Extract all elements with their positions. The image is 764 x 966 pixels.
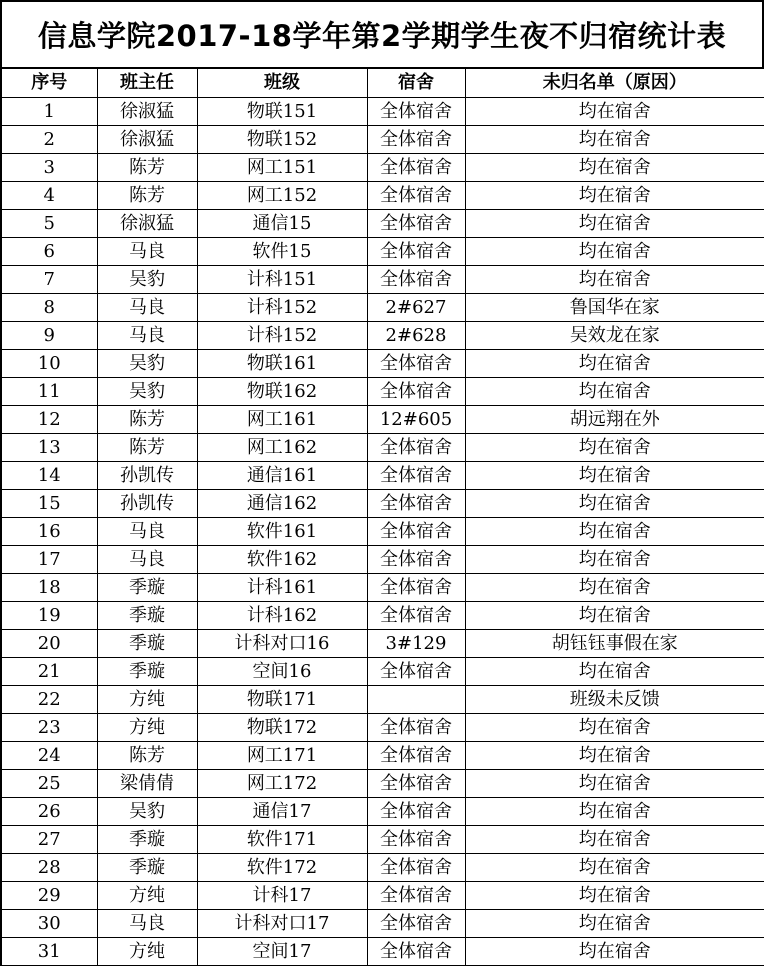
table-row [1,938,764,966]
table-row [1,826,764,854]
cell-class: 网工172 [197,770,367,798]
cell-dormitory: 全体宿舍 [367,182,465,210]
table-row [1,798,764,826]
cell-absent-list: 均在宿舍 [465,490,764,518]
cell-head-teacher: 季璇 [97,854,197,882]
cell-class: 通信162 [197,490,367,518]
dorm-statistics-table [0,68,764,966]
cell-class: 空间16 [197,658,367,686]
cell-head-teacher: 吴豹 [97,350,197,378]
cell-head-teacher: 季璇 [97,658,197,686]
cell-dormitory: 全体宿舍 [367,350,465,378]
cell-absent-list: 均在宿舍 [465,770,764,798]
cell-index: 21 [1,658,97,686]
cell-dormitory: 全体宿舍 [367,658,465,686]
cell-index: 19 [1,602,97,630]
cell-dormitory: 2#627 [367,294,465,322]
cell-index: 10 [1,350,97,378]
cell-head-teacher: 徐淑猛 [97,210,197,238]
cell-absent-list: 均在宿舍 [465,126,764,154]
cell-index: 12 [1,406,97,434]
cell-index: 26 [1,798,97,826]
cell-index: 14 [1,462,97,490]
cell-absent-list: 均在宿舍 [465,938,764,966]
cell-class: 计科151 [197,266,367,294]
cell-index: 4 [1,182,97,210]
table-body [1,98,764,966]
table-row [1,630,764,658]
cell-class: 物联162 [197,378,367,406]
cell-class: 物联161 [197,350,367,378]
cell-class: 网工171 [197,742,367,770]
cell-index: 20 [1,630,97,658]
cell-head-teacher: 徐淑猛 [97,126,197,154]
cell-dormitory: 全体宿舍 [367,98,465,126]
cell-index: 27 [1,826,97,854]
table-row [1,910,764,938]
cell-index: 5 [1,210,97,238]
cell-index: 7 [1,266,97,294]
cell-dormitory: 全体宿舍 [367,238,465,266]
cell-absent-list: 均在宿舍 [465,602,764,630]
cell-absent-list: 吴效龙在家 [465,322,764,350]
table-row [1,854,764,882]
cell-dormitory: 全体宿舍 [367,938,465,966]
cell-head-teacher: 季璇 [97,826,197,854]
table-row [1,462,764,490]
cell-class: 计科152 [197,322,367,350]
cell-dormitory: 全体宿舍 [367,462,465,490]
cell-absent-list: 均在宿舍 [465,350,764,378]
cell-class: 软件161 [197,518,367,546]
table-row [1,350,764,378]
cell-class: 物联152 [197,126,367,154]
cell-index: 15 [1,490,97,518]
cell-class: 网工152 [197,182,367,210]
cell-index: 17 [1,546,97,574]
cell-index: 23 [1,714,97,742]
cell-absent-list: 均在宿舍 [465,98,764,126]
header-row [1,69,764,98]
cell-dormitory: 12#605 [367,406,465,434]
cell-head-teacher: 马良 [97,518,197,546]
cell-head-teacher: 方纯 [97,882,197,910]
cell-index: 18 [1,574,97,602]
cell-index: 30 [1,910,97,938]
cell-class: 计科对口16 [197,630,367,658]
cell-absent-list: 均在宿舍 [465,238,764,266]
cell-index: 28 [1,854,97,882]
table-row [1,238,764,266]
cell-dormitory: 全体宿舍 [367,546,465,574]
cell-absent-list: 均在宿舍 [465,546,764,574]
cell-index: 16 [1,518,97,546]
cell-absent-list: 均在宿舍 [465,742,764,770]
cell-class: 计科161 [197,574,367,602]
cell-dormitory: 3#129 [367,630,465,658]
table-row [1,406,764,434]
cell-dormitory: 全体宿舍 [367,854,465,882]
cell-head-teacher: 陈芳 [97,406,197,434]
cell-head-teacher: 季璇 [97,630,197,658]
cell-class: 网工161 [197,406,367,434]
cell-dormitory: 全体宿舍 [367,602,465,630]
cell-index: 1 [1,98,97,126]
table-row [1,882,764,910]
cell-absent-list: 均在宿舍 [465,854,764,882]
cell-absent-list: 鲁国华在家 [465,294,764,322]
cell-absent-list: 胡远翔在外 [465,406,764,434]
cell-head-teacher: 陈芳 [97,154,197,182]
cell-class: 物联172 [197,714,367,742]
cell-absent-list: 均在宿舍 [465,518,764,546]
cell-head-teacher: 马良 [97,294,197,322]
cell-dormitory: 全体宿舍 [367,126,465,154]
cell-dormitory: 2#628 [367,322,465,350]
cell-index: 24 [1,742,97,770]
header-absent-list: 未归名单（原因） [465,69,764,98]
cell-absent-list: 均在宿舍 [465,434,764,462]
cell-index: 11 [1,378,97,406]
cell-class: 软件171 [197,826,367,854]
cell-absent-list: 均在宿舍 [465,462,764,490]
table-row [1,322,764,350]
header-head-teacher: 班主任 [97,69,197,98]
table-row [1,378,764,406]
cell-head-teacher: 吴豹 [97,266,197,294]
cell-head-teacher: 方纯 [97,938,197,966]
cell-class: 空间17 [197,938,367,966]
cell-dormitory: 全体宿舍 [367,266,465,294]
cell-absent-list: 均在宿舍 [465,882,764,910]
cell-class: 通信15 [197,210,367,238]
cell-absent-list: 均在宿舍 [465,182,764,210]
cell-absent-list: 均在宿舍 [465,798,764,826]
cell-absent-list: 均在宿舍 [465,574,764,602]
cell-index: 25 [1,770,97,798]
header-index: 序号 [1,69,97,98]
header-class: 班级 [197,69,367,98]
cell-index: 9 [1,322,97,350]
cell-head-teacher: 陈芳 [97,434,197,462]
cell-head-teacher: 吴豹 [97,798,197,826]
cell-class: 软件15 [197,238,367,266]
cell-dormitory: 全体宿舍 [367,910,465,938]
cell-dormitory: 全体宿舍 [367,490,465,518]
cell-dormitory: 全体宿舍 [367,826,465,854]
cell-dormitory: 全体宿舍 [367,154,465,182]
table-row [1,770,764,798]
cell-head-teacher: 孙凯传 [97,490,197,518]
cell-class: 软件172 [197,854,367,882]
cell-class: 网工151 [197,154,367,182]
cell-class: 通信17 [197,798,367,826]
cell-head-teacher: 陈芳 [97,182,197,210]
cell-dormitory [367,686,465,714]
cell-class: 网工162 [197,434,367,462]
cell-dormitory: 全体宿舍 [367,378,465,406]
table-row [1,546,764,574]
cell-class: 物联151 [197,98,367,126]
table-row [1,126,764,154]
table-row [1,658,764,686]
cell-head-teacher: 马良 [97,546,197,574]
table-row [1,714,764,742]
cell-head-teacher: 马良 [97,238,197,266]
cell-absent-list: 均在宿舍 [465,210,764,238]
cell-dormitory: 全体宿舍 [367,574,465,602]
cell-index: 6 [1,238,97,266]
cell-absent-list: 胡钰钰事假在家 [465,630,764,658]
cell-absent-list: 均在宿舍 [465,378,764,406]
table-row [1,294,764,322]
cell-class: 通信161 [197,462,367,490]
cell-head-teacher: 季璇 [97,574,197,602]
cell-absent-list: 均在宿舍 [465,910,764,938]
cell-dormitory: 全体宿舍 [367,518,465,546]
cell-head-teacher: 孙凯传 [97,462,197,490]
cell-index: 29 [1,882,97,910]
cell-index: 8 [1,294,97,322]
cell-index: 3 [1,154,97,182]
cell-absent-list: 均在宿舍 [465,826,764,854]
cell-class: 物联171 [197,686,367,714]
cell-head-teacher: 方纯 [97,714,197,742]
table-row [1,434,764,462]
table-row [1,154,764,182]
cell-absent-list: 均在宿舍 [465,154,764,182]
cell-absent-list: 班级未反馈 [465,686,764,714]
cell-head-teacher: 徐淑猛 [97,98,197,126]
table-row [1,574,764,602]
cell-dormitory: 全体宿舍 [367,714,465,742]
cell-dormitory: 全体宿舍 [367,770,465,798]
table-title: 信息学院2017-18学年第2学期学生夜不归宿统计表 [0,0,764,68]
cell-absent-list: 均在宿舍 [465,266,764,294]
cell-class: 计科162 [197,602,367,630]
table-row [1,518,764,546]
cell-dormitory: 全体宿舍 [367,742,465,770]
cell-class: 计科对口17 [197,910,367,938]
cell-head-teacher: 梁倩倩 [97,770,197,798]
cell-head-teacher: 马良 [97,322,197,350]
header-dormitory: 宿舍 [367,69,465,98]
table-row [1,266,764,294]
table-row [1,602,764,630]
cell-index: 22 [1,686,97,714]
cell-head-teacher: 吴豹 [97,378,197,406]
table-row [1,182,764,210]
cell-index: 2 [1,126,97,154]
cell-dormitory: 全体宿舍 [367,434,465,462]
cell-head-teacher: 季璇 [97,602,197,630]
cell-absent-list: 均在宿舍 [465,658,764,686]
cell-class: 软件162 [197,546,367,574]
cell-index: 13 [1,434,97,462]
cell-class: 计科152 [197,294,367,322]
cell-absent-list: 均在宿舍 [465,714,764,742]
cell-class: 计科17 [197,882,367,910]
cell-head-teacher: 方纯 [97,686,197,714]
table-row [1,686,764,714]
table-row [1,98,764,126]
table-row [1,742,764,770]
cell-dormitory: 全体宿舍 [367,798,465,826]
cell-index: 31 [1,938,97,966]
table-row [1,490,764,518]
cell-dormitory: 全体宿舍 [367,882,465,910]
cell-head-teacher: 陈芳 [97,742,197,770]
cell-dormitory: 全体宿舍 [367,210,465,238]
cell-head-teacher: 马良 [97,910,197,938]
table-row [1,210,764,238]
